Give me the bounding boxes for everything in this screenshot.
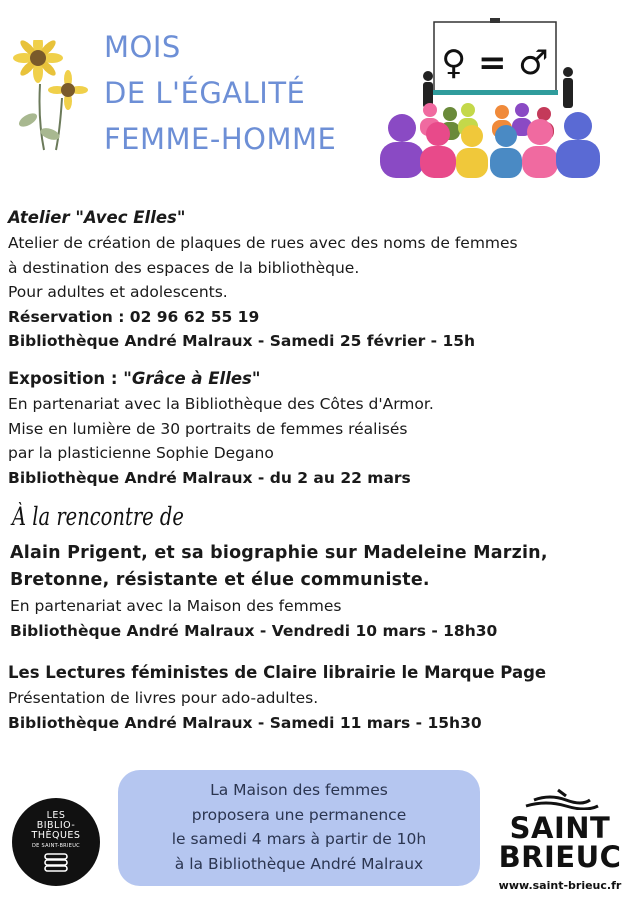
saint-brieuc-name: SAINT (509, 811, 611, 845)
title-line-3: FEMME-HOMME (104, 122, 337, 156)
saint-brieuc-logo (490, 788, 630, 892)
rencontre-label: À la rencontre de (12, 502, 184, 531)
bibliotheques-logo-text: THÈQUES (31, 830, 81, 841)
exposition-title-name: Grâce à Elles (131, 369, 252, 388)
lectures-title: Les Lectures féministes de Claire librairie le Marque Page (8, 663, 547, 682)
rencontre-place-date: Bibliothèque André Malraux - Vendredi 10 mars - 18h30 (10, 621, 498, 640)
rencontre-headline: Bretonne, résistante et élue communiste. (10, 570, 430, 590)
lectures-line: Présentation de livres pour ado-adultes. (8, 689, 319, 707)
atelier-line: Atelier de création de plaques de rues avec des noms de femmes (8, 234, 518, 252)
info-box-line: à la Bibliothèque André Malraux (174, 854, 424, 873)
saint-brieuc-name: BRIEUC (498, 840, 622, 874)
exposition-title: Exposition : "Grâce à Elles" (8, 369, 261, 388)
info-box-line: le samedi 4 mars à partir de 10h (171, 830, 427, 848)
rencontre-line: En partenariat avec la Maison des femmes (10, 597, 342, 615)
info-box (118, 770, 480, 886)
bibliotheques-logo (12, 798, 100, 886)
exposition-line: Mise en lumière de 30 portraits de femmes réalisés (8, 419, 408, 438)
rencontre-headline: Alain Prigent, et sa biographie sur Madeleine Marzin, (10, 543, 548, 563)
atelier-title: Atelier "Avec Elles" (8, 208, 186, 227)
atelier-place-date: Bibliothèque André Malraux - Samedi 25 février - 15h (8, 332, 476, 350)
bibliotheques-logo-sub: DE SAINT-BRIEUC (32, 843, 80, 849)
saint-brieuc-url: www.saint-brieuc.fr (498, 879, 622, 892)
bibliotheques-logo-text: BIBLIO- (36, 820, 76, 831)
conference-illustration (372, 18, 608, 178)
bibliotheques-logo-text: LES (46, 810, 66, 821)
lectures-place-date: Bibliothèque André Malraux - Samedi 11 mars - 15h30 (8, 713, 482, 732)
info-box-line: proposera une permanence (191, 805, 407, 824)
event-exposition (8, 366, 634, 490)
title-line-2: DE L'ÉGALITÉ (104, 76, 306, 110)
event-atelier (8, 205, 634, 354)
books-icon (43, 852, 69, 872)
exposition-line: En partenariat avec la Bibliothèque des Côtes d'Armor. (8, 395, 434, 413)
atelier-line: Pour adultes et adolescents. (8, 283, 228, 301)
exposition-line: par la plasticienne Sophie Degano (8, 444, 274, 462)
sunflower-illustration (10, 40, 96, 152)
info-box-line: La Maison des femmes (210, 781, 388, 799)
title-line-1: MOIS (104, 30, 181, 64)
atelier-line: à destination des espaces de la bibliothèque. (8, 258, 360, 277)
event-lectures (8, 660, 634, 735)
board-symbol: ♀ = ♂ (441, 43, 549, 83)
waves-icon (520, 788, 600, 810)
atelier-reservation: Réservation : 02 96 62 55 19 (8, 307, 260, 326)
exposition-place-date: Bibliothèque André Malraux - du 2 au 22 mars (8, 468, 411, 487)
event-rencontre (10, 540, 636, 643)
